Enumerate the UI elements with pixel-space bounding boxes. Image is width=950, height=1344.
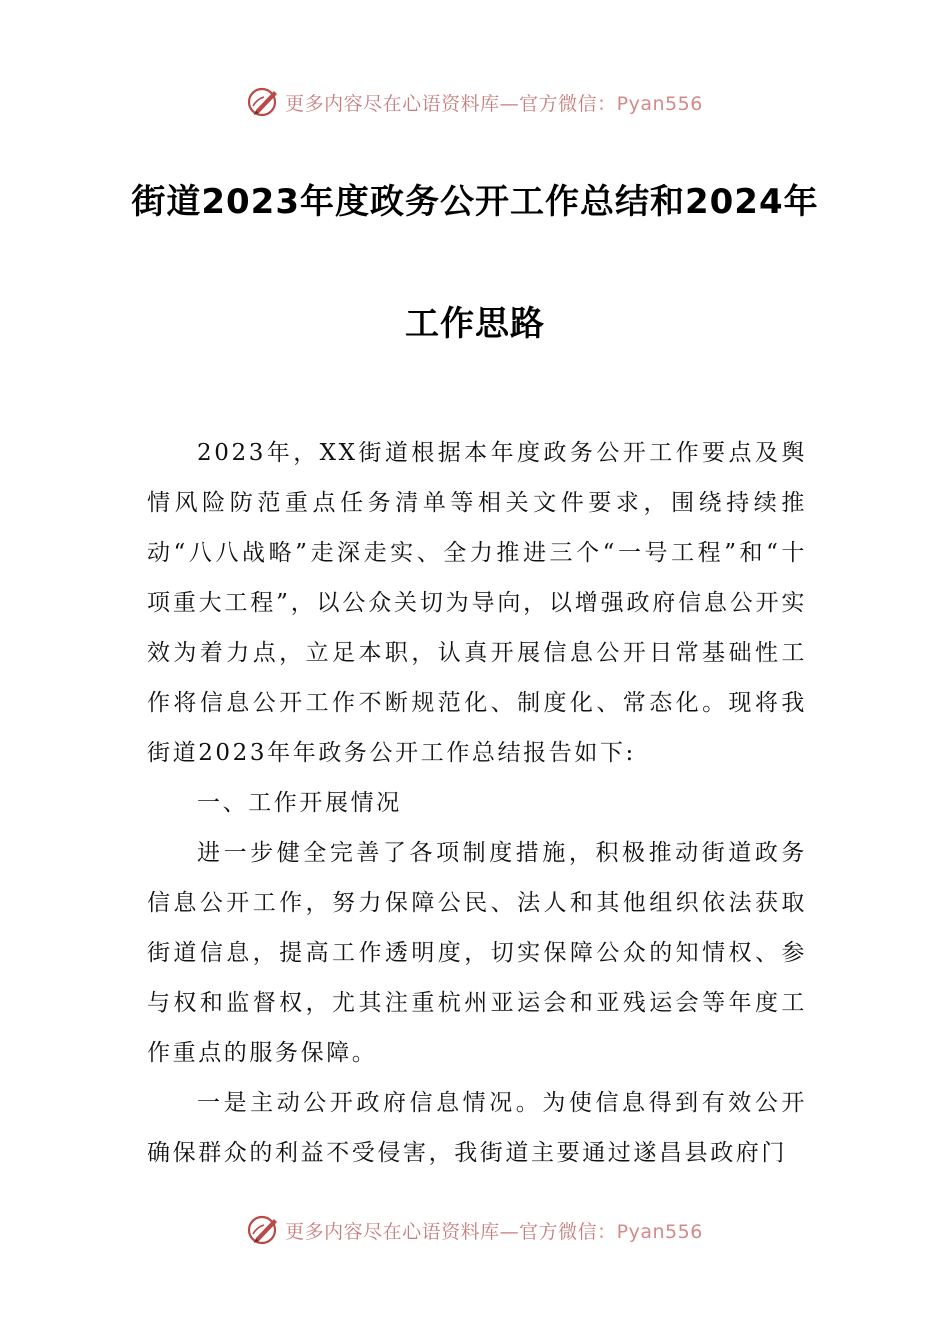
- watermark-header: [0, 82, 950, 122]
- paragraph-intro: 2023年，XX街道根据本年度政务公开工作要点及舆情风险防范重点任务清单等相关文件要求，围绕持续推动“八八战略”走深走实、全力推进三个“一号工程”和“十项重大工程”，以公众关切为导向，以增强政府信息公开实效为着力点，立足本职，认真开展信息公开日常基础性工作将信息公开工作不断规范化、制度化、常态化。现将我街道2023年年政务公开工作总结报告如下:: [147, 440, 807, 766]
- document-title-line1: 街道2023年度政务公开工作总结和2024年: [131, 182, 819, 222]
- pen-logo-icon: [247, 85, 281, 119]
- watermark-wechat-id: Pyan556: [616, 92, 703, 115]
- watermark-text: [285, 1217, 703, 1244]
- document-title-line2: 工作思路: [405, 304, 545, 344]
- pen-logo-icon: [247, 1213, 281, 1247]
- document-body: [147, 428, 807, 1178]
- watermark-slogan: 更多内容尽在心语资料库—官方微信：: [285, 92, 617, 115]
- watermark-text: [285, 89, 703, 116]
- paragraph-point-1: 一是主动公开政府信息情况。为使信息得到有效公开确保群众的利益不受侵害，我街道主要通过遂昌县政府门: [147, 1090, 807, 1166]
- watermark-wechat-id: Pyan556: [616, 1220, 703, 1243]
- watermark-footer: [0, 1210, 950, 1250]
- section-heading-1: 一、工作开展情况: [197, 790, 402, 816]
- paragraph-section-1: 进一步健全完善了各项制度措施，积极推动街道政务信息公开工作，努力保障公民、法人和其他组织依法获取街道信息，提高工作透明度，切实保障公众的知情权、参与权和监督权，尤其注重杭州亚运会和亚残运会等年度工作重点的服务保障。: [147, 840, 807, 1066]
- watermark-slogan: 更多内容尽在心语资料库—官方微信：: [285, 1220, 617, 1243]
